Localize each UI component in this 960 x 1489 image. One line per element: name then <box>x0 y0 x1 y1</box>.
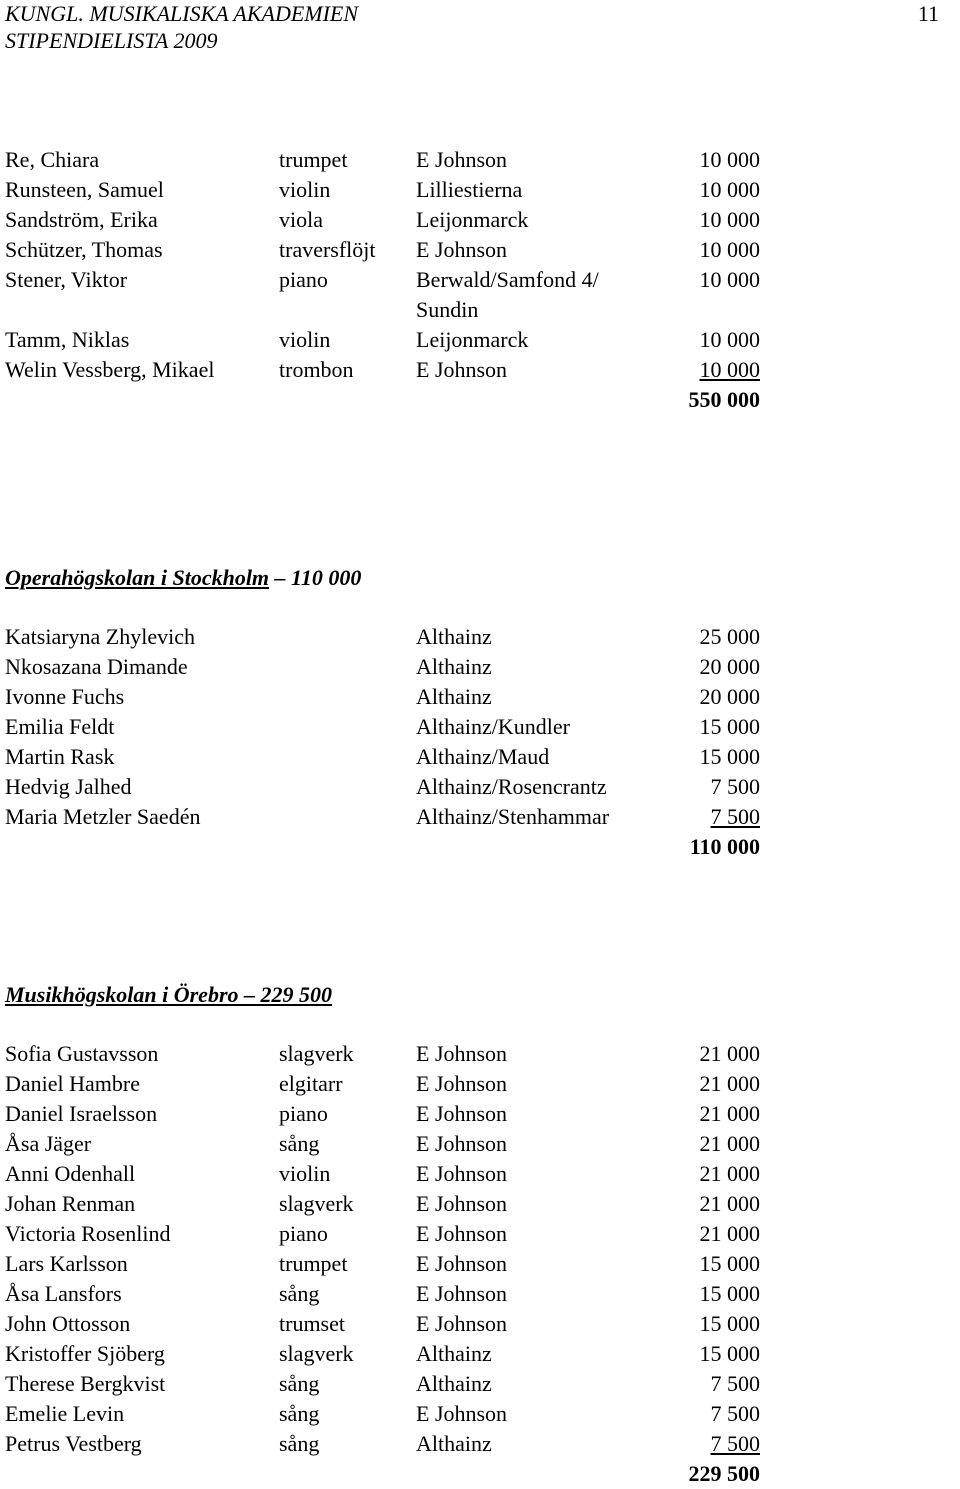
fund-name: Leijonmarck <box>416 207 529 232</box>
fund-name: Berwald/Samfond 4/ <box>416 267 599 292</box>
amount: 7 500 <box>710 1371 760 1396</box>
fund-name: E Johnson <box>416 1131 508 1156</box>
instrument: piano <box>279 1101 328 1126</box>
recipient-name: Lars Karlsson <box>5 1251 128 1276</box>
recipient-name: Sandström, Erika <box>5 207 158 232</box>
recipient-name: Stener, Viktor <box>5 267 128 292</box>
table-row <box>0 802 960 832</box>
fund-name: Althainz <box>416 1371 492 1396</box>
recipient-name: Emilia Feldt <box>5 714 115 739</box>
amount: 7 500 <box>710 804 760 829</box>
table-row <box>0 295 960 325</box>
table-row <box>0 1219 960 1249</box>
instrument: trumpet <box>279 147 348 172</box>
table-row <box>0 1249 960 1279</box>
instrument: violin <box>279 1161 331 1186</box>
header-academy: KUNGL. MUSIKALISKA AKADEMIEN <box>5 1 359 26</box>
recipient-name: Åsa Jäger <box>5 1131 92 1156</box>
instrument: viola <box>279 207 323 232</box>
amount: 15 000 <box>699 1341 760 1366</box>
fund-name: E Johnson <box>416 357 508 382</box>
table-row <box>0 1129 960 1159</box>
amount: 21 000 <box>699 1131 760 1156</box>
fund-name: Sundin <box>416 297 479 322</box>
amount: 7 500 <box>710 1401 760 1426</box>
table-row <box>0 1399 960 1429</box>
instrument: trombon <box>279 357 354 382</box>
table-row <box>0 1039 960 1069</box>
amount: 10 000 <box>699 237 760 262</box>
header-titles <box>5 0 358 54</box>
amount: 10 000 <box>699 267 760 292</box>
recipient-name: Schützer, Thomas <box>5 237 163 262</box>
recipient-name: Emelie Levin <box>5 1401 125 1426</box>
fund-name: E Johnson <box>416 1311 508 1336</box>
amount: 15 000 <box>699 1251 760 1276</box>
table-row <box>0 772 960 802</box>
recipient-name: Tamm, Niklas <box>5 327 130 352</box>
table-row <box>0 175 960 205</box>
section-title: Musikhögskolan i Örebro <box>5 982 239 1007</box>
amount: 10 000 <box>699 147 760 172</box>
amount: 15 000 <box>699 1281 760 1306</box>
section-dash: – <box>269 565 292 590</box>
recipient-name: Johan Renman <box>5 1191 136 1216</box>
recipient-name: Martin Rask <box>5 744 115 769</box>
table-row <box>0 742 960 772</box>
section-amount: 229 500 <box>260 982 333 1007</box>
recipient-name: Katsiaryna Zhylevich <box>5 624 195 649</box>
fund-name: E Johnson <box>416 1101 508 1126</box>
table-row <box>0 205 960 235</box>
amount: 21 000 <box>699 1071 760 1096</box>
table-row <box>0 1309 960 1339</box>
fund-name: E Johnson <box>416 1281 508 1306</box>
fund-name: Althainz <box>416 654 492 679</box>
instrument: violin <box>279 327 331 352</box>
recipient-name: Kristoffer Sjöberg <box>5 1341 165 1366</box>
header-list-title: STIPENDIELISTA 2009 <box>5 28 218 53</box>
recipient-name: Ivonne Fuchs <box>5 684 125 709</box>
instrument: traversflöjt <box>279 237 376 262</box>
fund-name: E Johnson <box>416 1251 508 1276</box>
section-dash: – <box>238 982 261 1007</box>
amount: 21 000 <box>699 1101 760 1126</box>
recipient-name: Therese Bergkvist <box>5 1371 166 1396</box>
fund-name: E Johnson <box>416 237 508 262</box>
amount: 15 000 <box>699 714 760 739</box>
table-row <box>0 235 960 265</box>
recipient-name: Runsteen, Samuel <box>5 177 164 202</box>
amount: 10 000 <box>699 177 760 202</box>
fund-name: E Johnson <box>416 1191 508 1216</box>
page-number: 11 <box>917 1 939 26</box>
recipient-name: Maria Metzler Saedén <box>5 804 201 829</box>
table-row <box>0 1159 960 1189</box>
recipient-name: Åsa Lansfors <box>5 1281 122 1306</box>
instrument: elgitarr <box>279 1071 343 1096</box>
recipient-name: John Ottosson <box>5 1311 131 1336</box>
instrument: sång <box>279 1401 320 1426</box>
instrument: trumpet <box>279 1251 348 1276</box>
section-heading <box>5 980 332 1010</box>
fund-name: E Johnson <box>416 1161 508 1186</box>
fund-name: Althainz/Maud <box>416 744 550 769</box>
table-row <box>0 1429 960 1459</box>
table-row <box>0 1339 960 1369</box>
section-heading <box>5 563 361 593</box>
amount: 15 000 <box>699 1311 760 1336</box>
amount: 10 000 <box>699 207 760 232</box>
fund-name: E Johnson <box>416 1401 508 1426</box>
instrument: sång <box>279 1281 320 1306</box>
table-row <box>0 145 960 175</box>
fund-name: Althainz <box>416 1341 492 1366</box>
total-amount: 110 000 <box>689 834 760 859</box>
table-row <box>0 1369 960 1399</box>
fund-name: Althainz <box>416 624 492 649</box>
amount: 15 000 <box>699 744 760 769</box>
amount: 25 000 <box>699 624 760 649</box>
recipient-name: Sofia Gustavsson <box>5 1041 159 1066</box>
amount: 21 000 <box>699 1191 760 1216</box>
amount: 7 500 <box>710 1431 760 1456</box>
instrument: piano <box>279 267 328 292</box>
fund-name: Leijonmarck <box>416 327 529 352</box>
amount: 10 000 <box>699 327 760 352</box>
instrument: piano <box>279 1221 328 1246</box>
table-row <box>0 652 960 682</box>
table-row <box>0 355 960 385</box>
instrument: sång <box>279 1131 320 1156</box>
fund-name: Althainz <box>416 1431 492 1456</box>
table-row <box>0 1069 960 1099</box>
table-row <box>0 622 960 652</box>
fund-name: Althainz/Kundler <box>416 714 570 739</box>
recipient-name: Welin Vessberg, Mikael <box>5 357 215 382</box>
fund-name: E Johnson <box>416 1041 508 1066</box>
instrument: slagverk <box>279 1191 354 1216</box>
amount: 7 500 <box>710 774 760 799</box>
section-title: Operahögskolan i Stockholm <box>5 565 270 590</box>
recipient-name: Daniel Israelsson <box>5 1101 158 1126</box>
section-amount: 110 000 <box>291 565 362 590</box>
instrument: sång <box>279 1431 320 1456</box>
fund-name: Althainz/Stenhammar <box>416 804 610 829</box>
fund-name: Althainz <box>416 684 492 709</box>
fund-name: Lilliestierna <box>416 177 523 202</box>
table-row <box>0 1279 960 1309</box>
fund-name: E Johnson <box>416 147 508 172</box>
amount: 21 000 <box>699 1221 760 1246</box>
table-row <box>0 1099 960 1129</box>
total-amount: 229 500 <box>688 1461 760 1486</box>
recipient-name: Hedvig Jalhed <box>5 774 132 799</box>
fund-name: E Johnson <box>416 1221 508 1246</box>
instrument: violin <box>279 177 331 202</box>
total-amount: 550 000 <box>688 387 760 412</box>
instrument: sång <box>279 1371 320 1396</box>
recipient-name: Anni Odenhall <box>5 1161 136 1186</box>
recipient-name: Victoria Rosenlind <box>5 1221 171 1246</box>
amount: 20 000 <box>699 684 760 709</box>
table-row <box>0 325 960 355</box>
recipient-name: Petrus Vestberg <box>5 1431 142 1456</box>
table-row <box>0 712 960 742</box>
amount: 21 000 <box>699 1041 760 1066</box>
table-row <box>0 682 960 712</box>
recipient-name: Nkosazana Dimande <box>5 654 188 679</box>
fund-name: Althainz/Rosencrantz <box>416 774 607 799</box>
amount: 21 000 <box>699 1161 760 1186</box>
instrument: slagverk <box>279 1041 354 1066</box>
table-row <box>0 265 960 295</box>
amount: 20 000 <box>699 654 760 679</box>
table-row <box>0 1189 960 1219</box>
instrument: trumset <box>279 1311 345 1336</box>
fund-name: E Johnson <box>416 1071 508 1096</box>
recipient-name: Daniel Hambre <box>5 1071 140 1096</box>
instrument: slagverk <box>279 1341 354 1366</box>
recipient-name: Re, Chiara <box>5 147 100 172</box>
amount: 10 000 <box>699 357 760 382</box>
